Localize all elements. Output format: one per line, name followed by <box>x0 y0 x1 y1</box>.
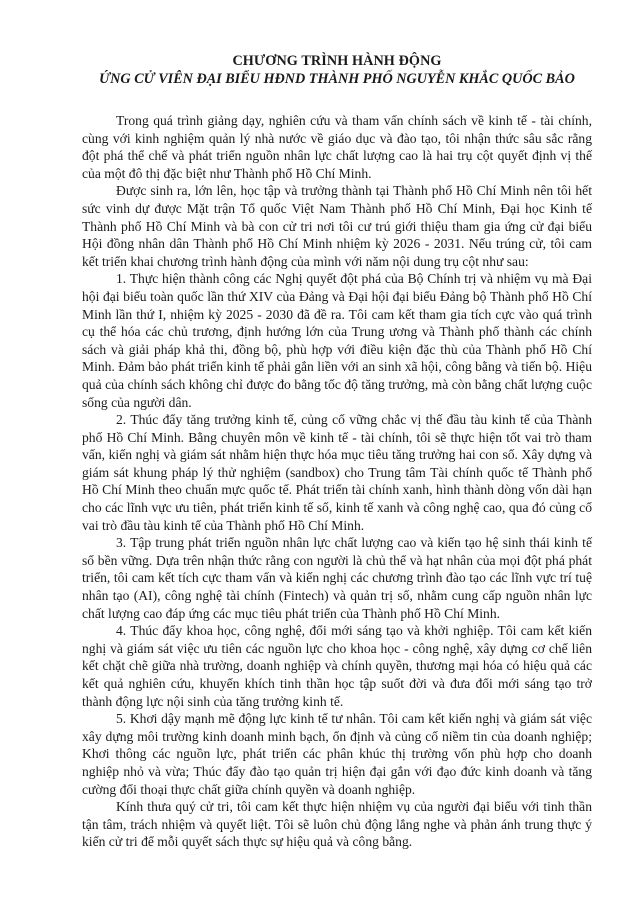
background-paragraph: Được sinh ra, lớn lên, học tập và trưởng thành tại Thành phố Hồ Chí Minh nên tôi hết sức vinh dự được Mặt trận Tổ quốc Việt Nam Thành phố Hồ Chí Minh, Đại học Kinh tế Thành phố Hồ Chí Minh và bà con cử tri nơi tôi cư trú giới thiệu tham gia ứng cử đại biểu Hội đồng nhân dân Thành phố Hồ Chí Minh nhiệm kỳ 2026 - 2031. Nếu trúng cử, tôi cam kết triển khai chương trình hành động của mình với năm nội dung trụ cột như sau: <box>82 183 592 269</box>
pillar-2-paragraph: 2. Thúc đẩy tăng trưởng kinh tế, củng cố vững chắc vị thế đầu tàu kinh tế của Thành phố Hồ Chí Minh. Bằng chuyên môn về kinh tế - tài chính, tôi sẽ thực hiện tốt vai trò tham vấn, kiến nghị và giám sát nhằm hiện thực hóa mục tiêu tăng trưởng hai con số. Xây dựng và giám sát khung pháp lý thử nghiệm (sandbox) cho Trung tâm Tài chính quốc tế Thành phố Hồ Chí Minh theo chuẩn mực quốc tế. Phát triển tài chính xanh, hình thành dòng vốn dài hạn cho các lĩnh vực ưu tiên, phát triển kinh tế số, kinh tế xanh và công nghệ cao, qua đó củng cố vai trò đầu tàu kinh tế của Thành phố Hồ Chí Minh. <box>82 412 592 533</box>
pillar-3-paragraph: 3. Tập trung phát triển nguồn nhân lực chất lượng cao và kiến tạo hệ sinh thái kinh tế số bền vững. Dựa trên nhận thức rằng con người là chủ thể và hạt nhân của mọi đột phá phát triển, tôi cam kết tích cực tham vấn và kiến nghị các chương trình đào tạo các lĩnh vực trí tuệ nhân tạo (AI), công nghệ tài chính (Fintech) và quản trị số, nhằm cung cấp nguồn nhân lực chất lượng cao đáp ứng các mục tiêu phát triển của Thành phố Hồ Chí Minh. <box>82 535 592 621</box>
document-title: CHƯƠNG TRÌNH HÀNH ĐỘNG <box>232 53 442 69</box>
closing-paragraph: Kính thưa quý cử tri, tôi cam kết thực hiện nhiệm vụ của người đại biểu với tinh thần tận tâm, trách nhiệm và quyết liệt. Tôi sẽ luôn chủ động lắng nghe và phản ánh trung thực ý kiến cử tri để mỗi quyết sách thực sự hiệu quả và công bằng. <box>82 799 592 850</box>
pillar-4-paragraph: 4. Thúc đẩy khoa học, công nghệ, đổi mới sáng tạo và khởi nghiệp. Tôi cam kết kiến nghị và giám sát việc ưu tiên các nguồn lực cho khoa học - công nghệ, xây dựng cơ chế liên kết chặt chẽ giữa nhà trường, doanh nghiệp và chính quyền, thương mại hóa có hiệu quả các kết quả nghiên cứu, khuyến khích tinh thần học tập suốt đời và đưa đổi mới sáng tạo trở thành động lực nội sinh của tăng trưởng kinh tế. <box>82 623 592 709</box>
pillar-1-paragraph: 1. Thực hiện thành công các Nghị quyết đột phá của Bộ Chính trị và nhiệm vụ mà Đại hội đại biểu toàn quốc lần thứ XIV của Đảng và Đại hội đại biểu Đảng bộ Thành phố Hồ Chí Minh lần thứ I, nhiệm kỳ 2025 - 2030 đã đề ra. Tôi cam kết tham gia tích cực vào quá trình cụ thể hóa các chủ trương, định hướng lớn của Trung ương và Thành phố thành các chính sách và giải pháp khả thi, đồng bộ, phù hợp với điều kiện đặc thù của Thành phố Hồ Chí Minh. Đảm bảo phát triển kinh tế phải gắn liền với an sinh xã hội, công bằng và tiến bộ. Hiệu quả của chính sách không chỉ được đo bằng tốc độ tăng trưởng, mà còn bằng chất lượng cuộc sống của người dân. <box>82 271 592 410</box>
document-subtitle: ỨNG CỬ VIÊN ĐẠI BIỂU HĐND THÀNH PHỐ NGUYỄN KHẮC QUỐC BẢO <box>99 71 575 87</box>
pillar-5-paragraph: 5. Khơi dậy mạnh mẽ động lực kinh tế tư nhân. Tôi cam kết kiến nghị và giám sát việc xây dựng môi trường kinh doanh minh bạch, ổn định và củng cố niềm tin của doanh nghiệp; Khơi thông các nguồn lực, phát triển các phân khúc thị trường vốn phù hợp cho doanh nghiệp nhỏ và vừa; Thúc đẩy đào tạo quản trị hiện đại gắn với đạo đức kinh doanh và tăng cường đối thoại thực chất giữa chính quyền và doanh nghiệp. <box>82 711 592 797</box>
intro-paragraph: Trong quá trình giảng dạy, nghiên cứu và tham vấn chính sách về kinh tế - tài chính, cùng với kinh nghiệm quản lý nhà nước về giáo dục và đào tạo, tôi nhận thức sâu sắc rằng đột phá thể chế và phát triển nguồn nhân lực chất lượng cao là hai trụ cột quyết định vị thế của một đô thị đặc biệt như Thành phố Hồ Chí Minh. <box>82 113 592 181</box>
